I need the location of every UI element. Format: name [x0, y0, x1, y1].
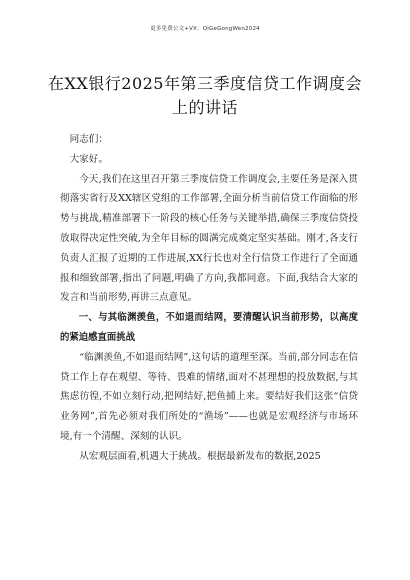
header-note: 更多免费公文+VX：QiGeGongWen2024	[150, 26, 260, 32]
salutation: 同志们：	[69, 134, 108, 145]
paragraph-body-1: “临渊羡鱼,不如退而结网”,这句话的道理至深。当前,部分同志在信贷工作上存在观望、等待、畏难的情绪,面对不甚理想的投放数据,与其焦虑彷徨,不如立刻行动,把网结好,把鱼捕上来。要结好我们这张“信贷业务网”,首先必须对我们所处的“渔场”——也就是宏观经济与市场环境,有一个清醒、深刻的认识。	[60, 351, 358, 442]
paragraph-intro: 今天,我们在这里召开第三季度信贷工作调度会,主要任务是深入贯彻落实省行及XX辖区党组的工作部署,全面分析当前信贷工作面临的形势与挑战,精准部署下一阶段的核心任务与关键举措,确保三季度信贷投放取得决定性突破,为全年目标的圆满完成奠定坚实基础。刚才,各支行负责人汇报了近期的工作进展,XX行长也对全行信贷工作进行了全面通报和细致部署,指出了问题,明确了方向,我都同意。下面,我结合大家的发言和当前形势,再讲三点意见。	[60, 173, 358, 304]
document-body	[60, 130, 358, 467]
paragraph-body-2: 从宏观层面看,机遇大于挑战。根据最新发布的数据,2025	[79, 450, 321, 462]
document-title: 在XX银行2025年第三季度信贷工作调度会上的讲话	[47, 74, 362, 117]
greeting: 大家好。	[69, 153, 108, 165]
section-heading-1: 一、与其临渊羡鱼，不如退而结网，要清醒认识当前形势，以高度的紧迫感直面挑战	[60, 312, 358, 343]
